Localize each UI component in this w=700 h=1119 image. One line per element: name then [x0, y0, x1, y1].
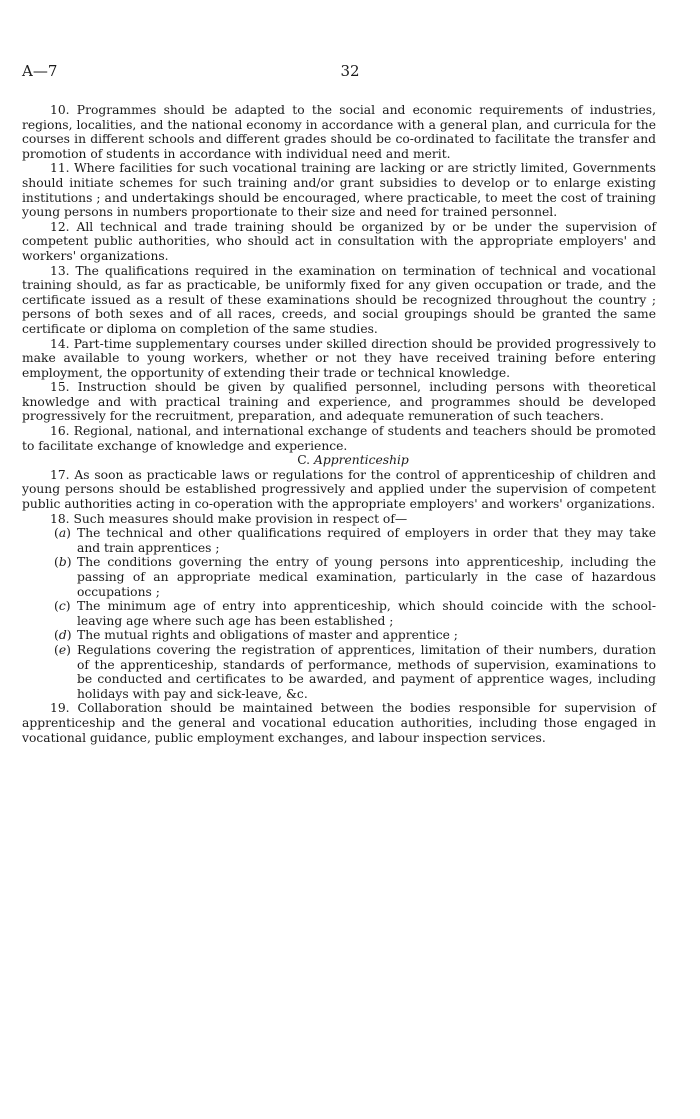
section-letter: C.: [297, 453, 311, 468]
document-body: [22, 103, 656, 745]
paragraph-17: 17. As soon as practicable laws or regulations for the control of apprenticeship of children and young persons should be established progressively and applied under the supervision of competent public authorities acting in co-operation with the appropriate employers' and workers' organizations.: [22, 467, 656, 512]
paragraph-10: 10. Programmes should be adapted to the social and economic requirements of industries, regions, localities, and the national economy in accordance with a general plan, and curricula for the courses in different schools and different grades should be co-ordinated to facilitate the transfer and promotion of students in accordance with individual need and merit.: [22, 103, 656, 161]
paragraph-19: 19. Collaboration should be maintained between the bodies responsible for supervision of apprenticeship and the general and vocational education authorities, including those engaged in vocational guidance, public employment exchanges, and labour inspection services.: [22, 701, 656, 745]
list-item-text: The mutual rights and obligations of master and apprentice ;: [77, 628, 458, 643]
list-item: [22, 628, 656, 643]
list-item-label: (a): [54, 526, 71, 541]
list-item-text: Regulations covering the registration of apprentices, limitation of their numbers, duration of the apprenticeship, standards of performance, methods of supervision, examinations to be conducted and certificates to be awarded, and payment of apprentice wages, including holidays with pay and sick-leave, &c.: [77, 642, 656, 701]
list-item: [22, 526, 656, 555]
list-item-text: The technical and other qualifications required of employers in order that they may take and train apprentices ;: [77, 526, 656, 555]
paragraph-15: 15. Instruction should be given by qualified personnel, including persons with theoretical knowledge and with practical training and experience, and programmes should be developed progressively for the recruitment, preparation, and adequate remuneration of such teachers.: [22, 380, 656, 424]
list-item-label: (d): [54, 628, 72, 643]
section-heading: [22, 453, 656, 468]
list-item: [22, 599, 656, 628]
list-item: [22, 643, 656, 701]
paragraph-11: 11. Where facilities for such vocational training are lacking or are strictly limited, Governments should initiate schemes for such training and/or grant subsidies to develop or to enlarge existing institutions ; and undertakings should be encouraged, where practicable, to meet the cost of training young persons in numbers proportionate to their size and need for trained personnel.: [22, 161, 656, 220]
paragraph-12: 12. All technical and trade training should be organized by or be under the supervision of competent public authorities, who should act in consultation with the appropriate employers' and workers' organizations.: [22, 219, 656, 263]
paragraph-14: 14. Part-time supplementary courses under skilled direction should be provided progressively to make available to young workers, whether or not they have received training before entering employment, the opportunity of extending their trade or technical knowledge.: [22, 336, 656, 380]
paragraph-16: 16. Regional, national, and international exchange of students and teachers should be promoted to facilitate exchange of knowledge and experience.: [22, 424, 656, 453]
page-number: 32: [340, 62, 360, 80]
paragraph-13: 13. The qualifications required in the examination on termination of technical and vocational training should, as far as practicable, be uniformly fixed for any given occupation or trade, and the certificate issued as a result of these examinations should be recognized throughout the country ; persons of both sexes and of all races, creeds, and social groupings should be granted the same certificate or diploma on completion of the same studies.: [22, 263, 656, 336]
provisions-list: [22, 526, 656, 701]
list-item-text: The conditions governing the entry of young persons into apprenticeship, including the passing of an appropriate medical examination, particularly in the case of hazardous occupations ;: [77, 555, 656, 599]
list-item-text: The minimum age of entry into apprenticeship, which should coincide with the school-leaving age where such age has been established ;: [77, 599, 656, 628]
list-item: [22, 555, 656, 599]
list-item-label: (e): [54, 642, 71, 657]
page-header: [22, 62, 678, 82]
document-reference: A—7: [22, 62, 58, 80]
paragraph-18-intro: 18. Such measures should make provision in respect of—: [50, 511, 408, 526]
section-title: Apprenticeship: [314, 453, 409, 468]
list-item-label: (b): [54, 555, 72, 570]
list-item-label: (c): [54, 599, 71, 614]
